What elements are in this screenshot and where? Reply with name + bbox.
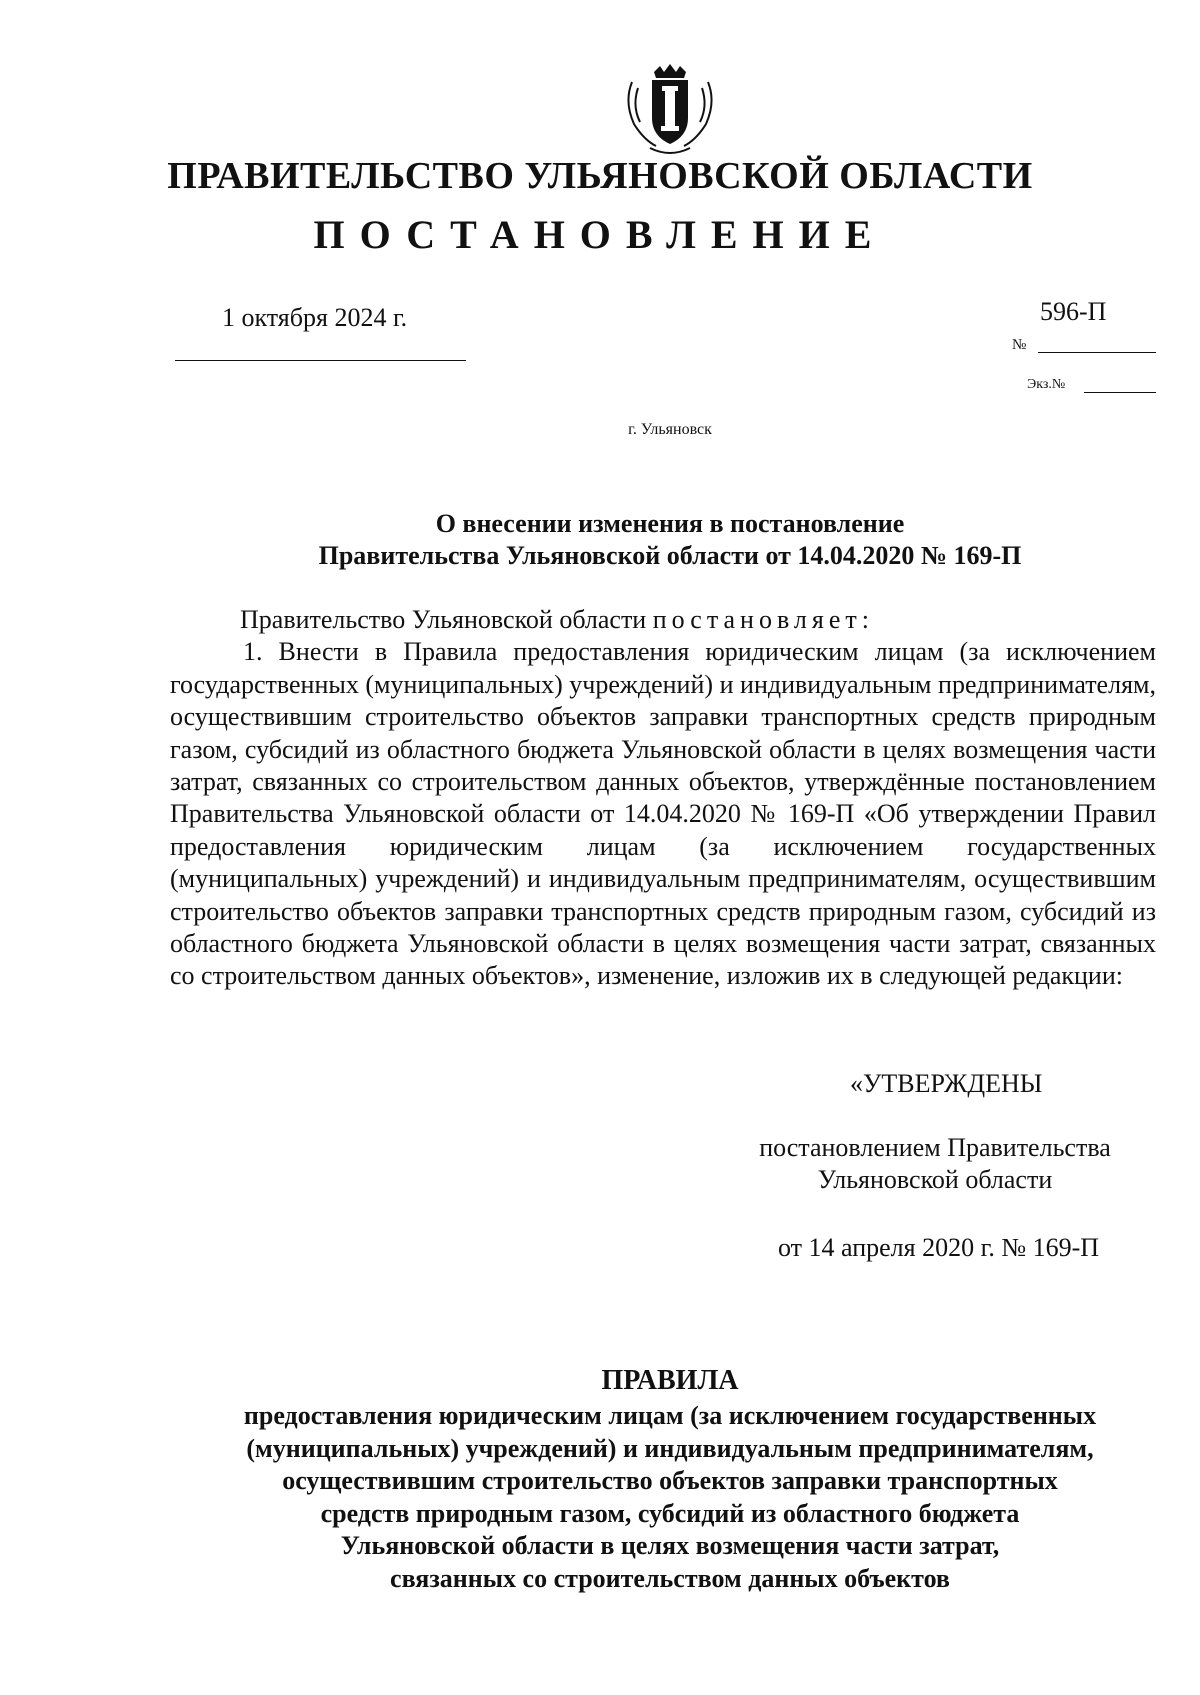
document-type: ПОСТАНОВЛЕНИЕ <box>313 212 887 257</box>
subject-line-2: Правительства Ульяновской области от 14.04.2020 № 169-П <box>318 541 1022 570</box>
ulyanovsk-coat-of-arms-icon <box>620 62 720 158</box>
date-underline <box>175 360 466 361</box>
document-body <box>170 604 1156 993</box>
rules-subtitle-line: осуществившим строительство объектов заправки транспортных <box>282 1466 1058 1495</box>
item-1-paragraph: 1. Внести в Правила предоставления юридическим лицам (за исключением государственных (муниципальных) учреждений) и индивидуальным предпринимателям, осуществившим строительство объектов заправки транспортных средств природным газом, субсидий из областного бюджета Ульяновской области в целях возмещения части затрат, связанных со строительством данных объектов, утверждённые постановлением Правительства Ульяновской области от 14.04.2020 № 169-П «Об утверждении Правил предоставления юридическим лицам (за исключением государственных (муниципальных) учреждений) и индивидуальным предпринимателям, осуществившим строительство объектов заправки транспортных средств природным газом, субсидий из областного бюджета Ульяновской области в целях возмещения части затрат, связанных со строительством данных объектов», изменение, изложив их в следующей редакции: <box>170 637 1156 991</box>
number-label: № <box>1012 337 1027 353</box>
rules-subtitle-line: средств природным газом, субсидий из областного бюджета <box>320 1498 1020 1528</box>
intro-paragraph <box>170 604 1156 636</box>
document-subject <box>0 508 1200 572</box>
rules-subtitle-line: Ульяновской области в целях возмещения части затрат, <box>340 1531 1000 1560</box>
approval-by <box>700 1132 1170 1196</box>
copy-label: Экз.№ <box>1027 377 1066 392</box>
city: г. Ульяновск <box>628 421 712 438</box>
rules-subtitle-line: предоставления юридическим лицам (за исключением государственных <box>243 1401 1097 1430</box>
subject-line-1: О внесении изменения в постановление <box>435 509 905 538</box>
rules-title: ПРАВИЛА <box>601 1365 739 1396</box>
rules-subtitle-line: (муниципальных) учреждений) и индивидуальным предпринимателям, <box>246 1433 1094 1463</box>
approval-date: от 14 апреля 2020 г. № 169-П <box>778 1233 1100 1262</box>
intro-verb: постановляет: <box>652 605 874 634</box>
approval-heading: «УТВЕРЖДЕНЫ <box>850 1069 1043 1098</box>
approval-by-line-2: Ульяновской области <box>817 1165 1053 1194</box>
rules-subtitle-line: связанных со строительством данных объектов <box>390 1563 950 1593</box>
copy-underline <box>1084 392 1156 393</box>
number-underline <box>1038 352 1156 353</box>
government-title: ПРАВИТЕЛЬСТВО УЛЬЯНОВСКОЙ ОБЛАСТИ <box>167 155 1033 197</box>
document-date: 1 октября 2024 г. <box>222 303 408 332</box>
document-number: 596-П <box>1040 297 1107 326</box>
rules-subtitle <box>150 1400 1190 1595</box>
approval-by-line-1: постановлением Правительства <box>759 1133 1111 1162</box>
intro-prefix: Правительство Ульяновской области <box>240 605 647 634</box>
